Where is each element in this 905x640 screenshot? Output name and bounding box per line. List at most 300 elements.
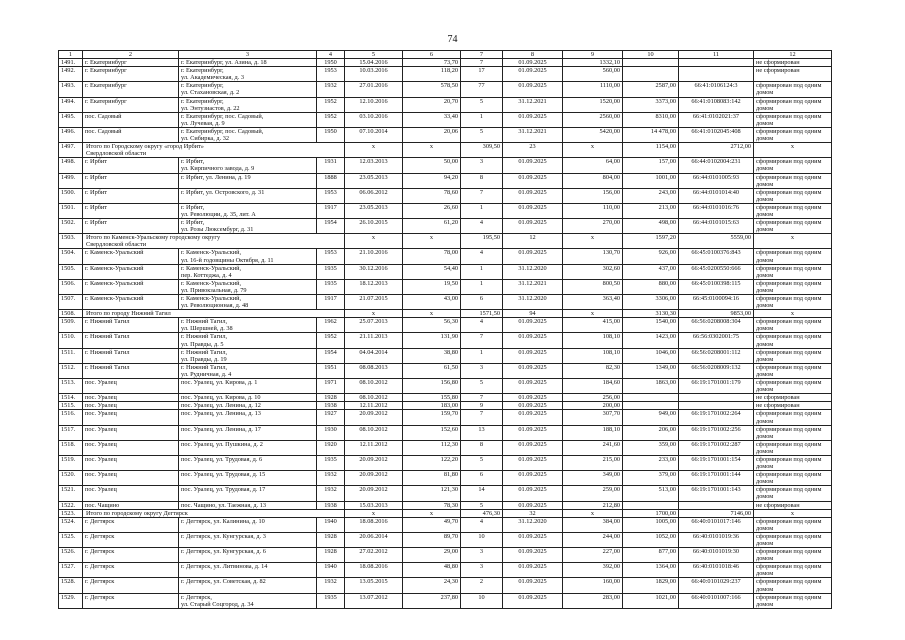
table-cell <box>679 402 754 410</box>
table-cell: 66:44:0101005:93 <box>679 173 754 188</box>
table-cell: г. Нижний Тагил, ул. Правды, д. 5 <box>179 333 317 348</box>
table-row <box>59 112 832 127</box>
table-cell: 10 <box>461 532 503 547</box>
table-cell: 1931 <box>317 158 345 173</box>
table-cell: 1503. <box>59 234 83 249</box>
table-cell: сформирован под одним домом <box>754 295 832 310</box>
table-cell: г. Дегтярск, ул. Калинина, д. 10 <box>179 517 317 532</box>
table-cell: 5 <box>461 455 503 470</box>
table-cell: 56,30 <box>403 318 461 333</box>
table-cell: 38,80 <box>403 348 461 363</box>
table-cell: 152,60 <box>403 425 461 440</box>
table-cell: сформирован под одним домом <box>754 517 832 532</box>
table-cell: 1 <box>461 112 503 127</box>
table-cell: 66:41:0106124:3 <box>679 82 754 97</box>
table-row <box>59 295 832 310</box>
table-cell <box>623 67 679 82</box>
table-cell <box>623 394 679 402</box>
table-cell: 1423,00 <box>623 333 679 348</box>
table-cell: 66:40:0101007:166 <box>679 593 754 608</box>
table-cell: 31.12.2021 <box>503 97 563 112</box>
table-cell: 66:40:0101018:46 <box>679 563 754 578</box>
table-cell: 5 <box>461 501 503 509</box>
table-cell: 20.09.2012 <box>345 455 403 470</box>
table-cell: 1517. <box>59 425 83 440</box>
table-cell: 15.03.2013 <box>345 501 403 509</box>
table-cell: 1962 <box>317 318 345 333</box>
table-cell: 7 <box>461 394 503 402</box>
table-cell: 2712,00 <box>679 143 754 158</box>
table-cell: 9 <box>461 402 503 410</box>
table-cell: пос. Уралец <box>83 394 179 402</box>
table-cell: 1935 <box>317 264 345 279</box>
table-cell: 4 <box>461 249 503 264</box>
table-cell: 01.09.2025 <box>503 471 563 486</box>
table-cell: 1 <box>461 203 503 218</box>
table-row <box>59 379 832 394</box>
table-cell: 9853,00 <box>679 310 754 318</box>
table-cell: 183,00 <box>403 402 461 410</box>
table-cell: x <box>345 143 403 158</box>
table-cell: 1540,00 <box>623 318 679 333</box>
table-cell: 1491. <box>59 59 83 67</box>
table-cell: пос. Уралец, ул. Трудовая, д. 15 <box>179 471 317 486</box>
table-cell: 159,70 <box>403 410 461 425</box>
table-cell: 01.09.2025 <box>503 455 563 470</box>
table-cell: 21.10.2016 <box>345 249 403 264</box>
table-cell <box>679 394 754 402</box>
table-cell: 20,06 <box>403 127 461 142</box>
table-cell: 66:19:1701001:179 <box>679 379 754 394</box>
table-cell: 5 <box>461 379 503 394</box>
table-cell: 1516. <box>59 410 83 425</box>
table-cell: пос. Уралец <box>83 410 179 425</box>
column-number: 9 <box>563 51 623 59</box>
table-cell: 66:45:0100398:115 <box>679 279 754 294</box>
table-cell: г. Дегтярск, ул. Литвинова, д. 14 <box>179 563 317 578</box>
table-cell: 01.09.2025 <box>503 82 563 97</box>
table-row <box>59 333 832 348</box>
table-cell: 01.09.2025 <box>503 219 563 234</box>
table-cell: 01.09.2025 <box>503 59 563 67</box>
table-cell: 31.12.2020 <box>503 517 563 532</box>
table-cell: г. Екатеринбург, ул. Азина, д. 18 <box>179 59 317 67</box>
table-cell: 89,70 <box>403 532 461 547</box>
table-cell: 66:44:0101016:76 <box>679 203 754 218</box>
table-cell: 7 <box>461 333 503 348</box>
table-cell: сформирован под одним домом <box>754 203 832 218</box>
table-cell: 949,00 <box>623 410 679 425</box>
table-cell: 108,10 <box>563 348 623 363</box>
table-cell: 66:41:0108083:142 <box>679 97 754 112</box>
table-cell: 157,00 <box>623 158 679 173</box>
table-cell: 307,70 <box>563 410 623 425</box>
table-cell: 1952 <box>317 97 345 112</box>
table-cell: 32 <box>503 509 563 517</box>
table-cell: 1522. <box>59 501 83 509</box>
table-cell: 349,00 <box>563 471 623 486</box>
column-number: 4 <box>317 51 345 59</box>
table-cell: 1349,00 <box>623 363 679 378</box>
table-cell: 7 <box>461 410 503 425</box>
table-cell: пос. Уралец, ул. Пушкина, д. 2 <box>179 440 317 455</box>
table-cell: 1932 <box>317 471 345 486</box>
table-cell: 23.05.2013 <box>345 203 403 218</box>
table-cell: 130,70 <box>563 249 623 264</box>
table-cell: 08.10.2012 <box>345 425 403 440</box>
table-cell: 1521. <box>59 486 83 501</box>
table-cell: г. Дегтярск, ул. Советская, д. 82 <box>179 578 317 593</box>
table-cell: x <box>403 509 461 517</box>
table-cell: 392,00 <box>563 563 623 578</box>
table-row <box>59 158 832 173</box>
table-cell: 1110,00 <box>563 82 623 97</box>
table-cell: 24,30 <box>403 578 461 593</box>
table-cell: 29,00 <box>403 548 461 563</box>
table-cell: г. Екатеринбург <box>83 67 179 82</box>
table-cell: сформирован под одним домом <box>754 548 832 563</box>
table-cell: 188,10 <box>563 425 623 440</box>
table-cell: 66:44:0101015:63 <box>679 219 754 234</box>
table-cell: 01.09.2025 <box>503 402 563 410</box>
table-cell: 01.09.2025 <box>503 318 563 333</box>
table-cell: г. Нижний Тагил <box>83 348 179 363</box>
table-cell: 498,00 <box>623 219 679 234</box>
table-cell: 2587,00 <box>623 82 679 97</box>
table-cell: 66:45:0100376:843 <box>679 249 754 264</box>
table-cell: пос. Уралец <box>83 379 179 394</box>
table-cell: не сформирован <box>754 67 832 82</box>
table-cell: 1863,00 <box>623 379 679 394</box>
table-cell: 1492. <box>59 67 83 82</box>
table-row <box>59 425 832 440</box>
table-row <box>59 219 832 234</box>
table-cell: 01.09.2025 <box>503 348 563 363</box>
table-cell: 1005,00 <box>623 517 679 532</box>
table-cell: 359,00 <box>623 440 679 455</box>
table-cell: пос. Садовый <box>83 112 179 127</box>
table-cell: 1 <box>461 264 503 279</box>
table-cell: Итого по городскому округу Дегтярск <box>83 509 345 517</box>
table-cell: 1332,10 <box>563 59 623 67</box>
table-cell: 7 <box>461 59 503 67</box>
table-cell: 1888 <box>317 173 345 188</box>
table-cell: г. Каменск-Уральский <box>83 295 179 310</box>
table-row <box>59 363 832 378</box>
table-cell: 66:56:0208009:132 <box>679 363 754 378</box>
table-cell: 1928 <box>317 532 345 547</box>
table-cell: пос. Уралец <box>83 486 179 501</box>
table-cell: 1519. <box>59 455 83 470</box>
table-cell: x <box>563 509 623 517</box>
table-cell: сформирован под одним домом <box>754 333 832 348</box>
table-cell: г. Ирбит <box>83 203 179 218</box>
table-cell: 1525. <box>59 532 83 547</box>
table-cell <box>679 67 754 82</box>
column-number: 8 <box>503 51 563 59</box>
table-cell: г. Нижний Тагил <box>83 318 179 333</box>
table-cell: 1953 <box>317 249 345 264</box>
table-cell: 121,30 <box>403 486 461 501</box>
table-cell: 26.10.2015 <box>345 219 403 234</box>
table-cell: 66:19:1701002:256 <box>679 425 754 440</box>
table-cell: 01.09.2025 <box>503 501 563 509</box>
table-row <box>59 563 832 578</box>
table-cell: пос. Уралец <box>83 455 179 470</box>
table-cell: x <box>754 143 832 158</box>
table-cell: 23 <box>503 143 563 158</box>
table-cell: 01.09.2025 <box>503 379 563 394</box>
table-cell: 01.09.2025 <box>503 363 563 378</box>
table-cell: 1001,00 <box>623 173 679 188</box>
table-cell: г. Екатеринбург, ул. Академическая, д. 3 <box>179 67 317 82</box>
table-cell: 01.09.2025 <box>503 578 563 593</box>
table-cell: 4 <box>461 318 503 333</box>
table-cell: 25.07.2013 <box>345 318 403 333</box>
table-cell: 66:19:1701002:287 <box>679 440 754 455</box>
table-cell: 227,00 <box>563 548 623 563</box>
table-cell: 43,00 <box>403 295 461 310</box>
table-cell: 1971 <box>317 379 345 394</box>
table-cell: 13.05.2015 <box>345 578 403 593</box>
table-cell: 195,50 <box>461 234 503 249</box>
table-cell: 1935 <box>317 455 345 470</box>
table-cell: 1498. <box>59 158 83 173</box>
table-row <box>59 249 832 264</box>
table-cell: 1940 <box>317 563 345 578</box>
table-cell: г. Каменск-Уральский, ул. Революционная, д. 48 <box>179 295 317 310</box>
table-cell: 01.09.2025 <box>503 188 563 203</box>
table-cell: 66:44:0101014:40 <box>679 188 754 203</box>
table-cell: 1506. <box>59 279 83 294</box>
table-cell: 04.04.2014 <box>345 348 403 363</box>
table-cell: 926,00 <box>623 249 679 264</box>
table-cell: г. Дегтярск <box>83 563 179 578</box>
table-cell: 1046,00 <box>623 348 679 363</box>
table-cell: 66:56:0208008:304 <box>679 318 754 333</box>
table-row <box>59 67 832 82</box>
table-cell: 61,20 <box>403 219 461 234</box>
table-cell: сформирован под одним домом <box>754 158 832 173</box>
table-row <box>59 59 832 67</box>
column-number: 12 <box>754 51 832 59</box>
table-cell: г. Каменск-Уральский, ул. Привокзальная, д. 79 <box>179 279 317 294</box>
table-cell: 513,00 <box>623 486 679 501</box>
table-cell: 363,40 <box>563 295 623 310</box>
table-cell: 01.09.2025 <box>503 112 563 127</box>
table-cell: 01.09.2025 <box>503 173 563 188</box>
table-cell: г. Дегтярск, ул. Кунгурская, д. 3 <box>179 532 317 547</box>
table-cell: 212,80 <box>563 501 623 509</box>
table-cell: пос. Уралец <box>83 402 179 410</box>
table-row <box>59 173 832 188</box>
table-cell: 804,00 <box>563 173 623 188</box>
table-cell: 1500. <box>59 188 83 203</box>
table-cell: сформирован под одним домом <box>754 440 832 455</box>
column-number: 2 <box>83 51 179 59</box>
table-cell: 66:19:1701002:264 <box>679 410 754 425</box>
table-cell: г. Екатеринбург, ул. Стахановская, д. 2 <box>179 82 317 97</box>
table-cell: пос. Уралец <box>83 425 179 440</box>
table-cell: 01.09.2025 <box>503 425 563 440</box>
table-cell: г. Дегтярск, ул. Старый Соцгород, д. 34 <box>179 593 317 608</box>
table-cell: 81,80 <box>403 471 461 486</box>
table-cell: пос. Уралец, ул. Кирова, д. 10 <box>179 394 317 402</box>
table-cell: 1520,00 <box>563 97 623 112</box>
table-cell: 379,00 <box>623 471 679 486</box>
table-cell: 578,50 <box>403 82 461 97</box>
table-cell: 1526. <box>59 548 83 563</box>
table-cell: 19,50 <box>403 279 461 294</box>
table-cell: 4 <box>461 517 503 532</box>
table-cell: г. Екатеринбург, пос. Садовый, ул. Лучевая, д. 9 <box>179 112 317 127</box>
table-cell: 21.07.2015 <box>345 295 403 310</box>
table-cell: 18.12.2013 <box>345 279 403 294</box>
table-cell: 8 <box>461 440 503 455</box>
table-cell: 18.08.2016 <box>345 517 403 532</box>
table-cell: сформирован под одним домом <box>754 219 832 234</box>
table-row <box>59 517 832 532</box>
table-cell: 33,40 <box>403 112 461 127</box>
table-cell: 77 <box>461 82 503 97</box>
table-cell: 8310,00 <box>623 112 679 127</box>
table-cell: г. Каменск-Уральский <box>83 279 179 294</box>
table-cell: 213,00 <box>623 203 679 218</box>
table-cell: 5 <box>461 97 503 112</box>
table-row <box>59 455 832 470</box>
table-cell: сформирован под одним домом <box>754 173 832 188</box>
column-number-row <box>59 51 832 59</box>
table-cell: 1021,00 <box>623 593 679 608</box>
table-cell: 1829,00 <box>623 578 679 593</box>
table-cell: x <box>754 509 832 517</box>
table-cell: 1495. <box>59 112 83 127</box>
table-cell: не сформирован <box>754 402 832 410</box>
table-cell: 160,00 <box>563 578 623 593</box>
table-cell: 78,30 <box>403 501 461 509</box>
table-cell: 302,60 <box>563 264 623 279</box>
table-cell: 06.06.2012 <box>345 188 403 203</box>
table-cell: x <box>754 234 832 249</box>
table-cell: 1493. <box>59 82 83 97</box>
table-cell: 01.09.2025 <box>503 563 563 578</box>
table-cell: 1952 <box>317 333 345 348</box>
table-cell: 94 <box>503 310 563 318</box>
table-cell: сформирован под одним домом <box>754 410 832 425</box>
column-number: 10 <box>623 51 679 59</box>
table-cell: 01.09.2025 <box>503 203 563 218</box>
table-row <box>59 486 832 501</box>
table-cell: x <box>403 143 461 158</box>
table-cell: 256,00 <box>563 394 623 402</box>
table-cell: г. Нижний Тагил, ул. Правды, д. 19 <box>179 348 317 363</box>
table-cell: не сформирован <box>754 59 832 67</box>
table-cell: пос. Уралец, ул. Трудовая, д. 17 <box>179 486 317 501</box>
table-cell: пос. Уралец, ул. Ленина, д. 17 <box>179 425 317 440</box>
table-cell: г. Каменск-Уральский <box>83 264 179 279</box>
table-cell: Итого по Городскому округу «город Ирбит» Свердловской области <box>83 143 345 158</box>
table-row <box>59 127 832 142</box>
table-cell: сформирован под одним домом <box>754 127 832 142</box>
table-cell: 66:41:0102045:408 <box>679 127 754 142</box>
table-cell: г. Дегтярск <box>83 548 179 563</box>
table-cell: 1928 <box>317 548 345 563</box>
table-cell: г. Ирбит <box>83 188 179 203</box>
table-row <box>59 394 832 402</box>
table-cell: 13.07.2012 <box>345 593 403 608</box>
table-cell: 31.12.2020 <box>503 295 563 310</box>
table-row <box>59 318 832 333</box>
table-total-row <box>59 509 832 517</box>
table-cell: г. Нижний Тагил <box>83 363 179 378</box>
column-number: 5 <box>345 51 403 59</box>
table-cell: г. Дегтярск <box>83 578 179 593</box>
table-cell: x <box>563 310 623 318</box>
table-cell: 1935 <box>317 279 345 294</box>
table-cell: 15.04.2016 <box>345 59 403 67</box>
table-cell: 5420,00 <box>563 127 623 142</box>
table-row <box>59 578 832 593</box>
table-cell: 1507. <box>59 295 83 310</box>
column-number: 3 <box>179 51 317 59</box>
table-cell: 01.09.2025 <box>503 440 563 455</box>
table-cell: сформирован под одним домом <box>754 249 832 264</box>
table-cell: 01.09.2025 <box>503 548 563 563</box>
table-cell: 54,40 <box>403 264 461 279</box>
table-cell: сформирован под одним домом <box>754 318 832 333</box>
table-cell: 309,50 <box>461 143 503 158</box>
table-cell: 156,00 <box>563 188 623 203</box>
table-cell: 110,00 <box>563 203 623 218</box>
table-cell: сформирован под одним домом <box>754 532 832 547</box>
table-cell: не сформирован <box>754 394 832 402</box>
table-cell: сформирован под одним домом <box>754 425 832 440</box>
table-cell: 01.09.2025 <box>503 532 563 547</box>
table-cell: сформирован под одним домом <box>754 363 832 378</box>
table-cell: г. Дегтярск, ул. Кунгурская, д. 6 <box>179 548 317 563</box>
table-cell: 880,00 <box>623 279 679 294</box>
table-cell: 1935 <box>317 593 345 608</box>
table-cell: 1511. <box>59 348 83 363</box>
table-cell: 1514. <box>59 394 83 402</box>
table-cell: 3 <box>461 158 503 173</box>
table-cell: 1951 <box>317 363 345 378</box>
table-cell: 1529. <box>59 593 83 608</box>
table-cell: 112,30 <box>403 440 461 455</box>
table-cell: 1932 <box>317 82 345 97</box>
table-cell: 12.11.2012 <box>345 440 403 455</box>
table-cell: 270,00 <box>563 219 623 234</box>
table-cell: 66:56:0208001:112 <box>679 348 754 363</box>
table-cell: 1954 <box>317 348 345 363</box>
table-cell: 560,00 <box>563 67 623 82</box>
column-number: 11 <box>679 51 754 59</box>
table-cell: 1518. <box>59 440 83 455</box>
table-cell: г. Ирбит, ул. Кирпичного завода, д. 9 <box>179 158 317 173</box>
table-cell: 3 <box>461 548 503 563</box>
table-cell: 66:19:1701001:143 <box>679 486 754 501</box>
table-total-row <box>59 310 832 318</box>
table-cell: пос. Уралец, ул. Кирова, д. 1 <box>179 379 317 394</box>
table-cell: x <box>563 234 623 249</box>
table-cell: 20.09.2012 <box>345 410 403 425</box>
table-cell: 27.01.2016 <box>345 82 403 97</box>
table-cell: 12.03.2013 <box>345 158 403 173</box>
table-cell: г. Ирбит, ул. Островского, д. 31 <box>179 188 317 203</box>
table-cell: сформирован под одним домом <box>754 97 832 112</box>
table-row <box>59 97 832 112</box>
table-cell: г. Ирбит <box>83 219 179 234</box>
